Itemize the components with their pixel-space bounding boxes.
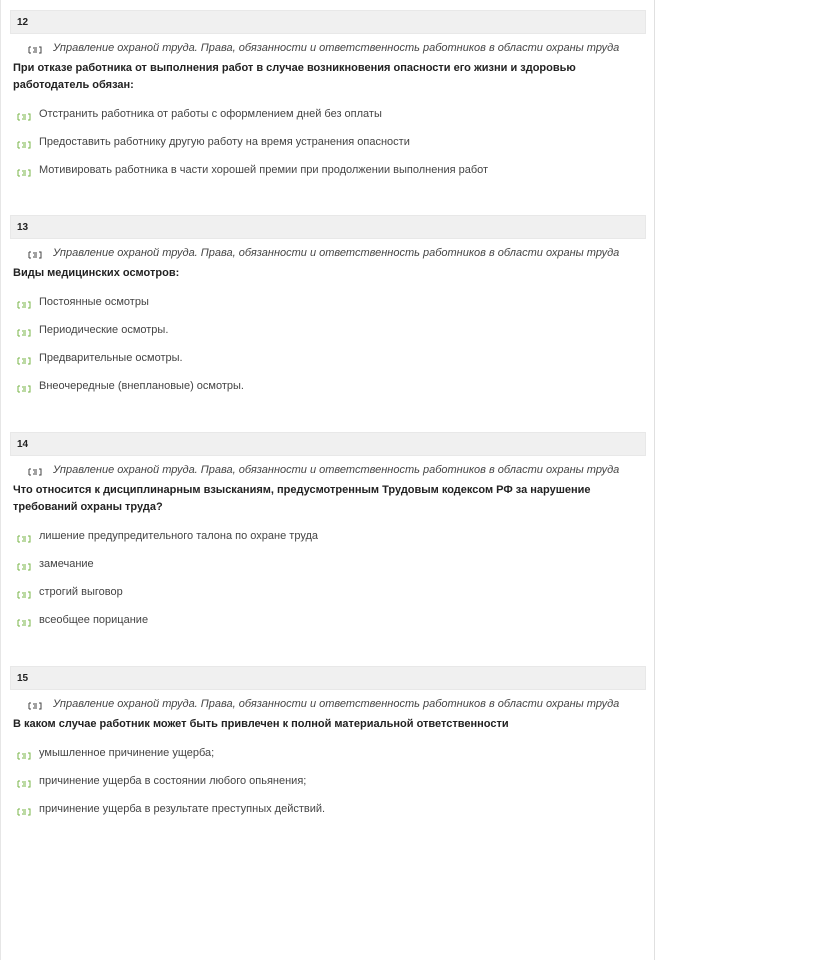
answer-list bbox=[10, 296, 646, 408]
question-topic bbox=[10, 245, 646, 265]
question-12 bbox=[10, 10, 646, 192]
answer-icon bbox=[17, 619, 31, 627]
answer-text: Предварительные осмотры. bbox=[39, 352, 183, 364]
answer-list bbox=[10, 747, 646, 831]
answer-text: причинение ущерба в состоянии любого опьянения; bbox=[39, 775, 307, 787]
answer-option[interactable] bbox=[10, 775, 646, 803]
answer-option[interactable] bbox=[10, 164, 646, 192]
question-13 bbox=[10, 215, 646, 408]
answer-option[interactable] bbox=[10, 747, 646, 775]
left-border bbox=[0, 0, 1, 960]
answer-icon bbox=[17, 385, 31, 393]
question-text: Что относится к дисциплинарным взысканиям, предусмотренным Трудовым кодексом РФ за нарушение требований охраны труда? bbox=[13, 484, 591, 513]
question-text: Виды медицинских осмотров: bbox=[13, 267, 180, 279]
answer-icon bbox=[17, 301, 31, 309]
answer-text: Предоставить работнику другую работу на время устранения опасности bbox=[39, 136, 410, 148]
question-header bbox=[10, 215, 646, 239]
topic-icon bbox=[28, 468, 42, 476]
topic-icon bbox=[28, 46, 42, 54]
question-header bbox=[10, 10, 646, 34]
answer-text: Постоянные осмотры bbox=[39, 296, 149, 308]
question-number: 14 bbox=[17, 439, 29, 450]
answer-text: замечание bbox=[39, 558, 94, 570]
question-topic bbox=[10, 462, 646, 482]
question-number: 13 bbox=[17, 222, 29, 233]
topic-icon bbox=[28, 702, 42, 710]
answer-option[interactable] bbox=[10, 324, 646, 352]
answer-icon bbox=[17, 169, 31, 177]
answer-option[interactable] bbox=[10, 614, 646, 642]
answer-text: строгий выговор bbox=[39, 586, 123, 598]
answer-icon bbox=[17, 329, 31, 337]
answer-option[interactable] bbox=[10, 586, 646, 614]
topic-text: Управление охраной труда. Права, обязанности и ответственность работников в области охраны труда bbox=[53, 464, 620, 476]
question-number: 15 bbox=[17, 673, 29, 684]
topic-icon bbox=[28, 251, 42, 259]
answer-icon bbox=[17, 563, 31, 571]
answer-text: Мотивировать работника в части хорошей премии при продолжении выполнения работ bbox=[39, 164, 489, 176]
answer-text: причинение ущерба в результате преступных действий. bbox=[39, 803, 326, 815]
answer-icon bbox=[17, 113, 31, 121]
answer-list bbox=[10, 530, 646, 642]
right-border bbox=[654, 0, 655, 960]
answer-option[interactable] bbox=[10, 803, 646, 831]
answer-option[interactable] bbox=[10, 108, 646, 136]
answer-text: лишение предупредительного талона по охране труда bbox=[39, 530, 318, 542]
answer-icon bbox=[17, 808, 31, 816]
question-topic bbox=[10, 696, 646, 716]
answer-text: Периодические осмотры. bbox=[39, 324, 169, 336]
answer-option[interactable] bbox=[10, 296, 646, 324]
answer-icon bbox=[17, 141, 31, 149]
question-number: 12 bbox=[17, 17, 29, 28]
answer-option[interactable] bbox=[10, 136, 646, 164]
question-14 bbox=[10, 432, 646, 642]
answer-icon bbox=[17, 591, 31, 599]
answer-option[interactable] bbox=[10, 530, 646, 558]
answer-icon bbox=[17, 357, 31, 365]
answer-text: Внеочередные (внеплановые) осмотры. bbox=[39, 380, 244, 392]
answer-option[interactable] bbox=[10, 380, 646, 408]
question-text: При отказе работника от выполнения работ в случае возникновения опасности его жизни и здоровью работодатель обязан: bbox=[13, 62, 576, 91]
answer-icon bbox=[17, 535, 31, 543]
topic-text: Управление охраной труда. Права, обязанности и ответственность работников в области охраны труда bbox=[53, 698, 620, 710]
answer-list bbox=[10, 108, 646, 192]
question-header bbox=[10, 432, 646, 456]
question-text: В каком случае работник может быть привлечен к полной материальной ответственности bbox=[13, 718, 509, 730]
question-topic bbox=[10, 40, 646, 60]
question-15 bbox=[10, 666, 646, 831]
answer-text: умышленное причинение ущерба; bbox=[39, 747, 215, 759]
answer-text: всеобщее порицание bbox=[39, 614, 149, 626]
answer-option[interactable] bbox=[10, 558, 646, 586]
answer-icon bbox=[17, 780, 31, 788]
topic-text: Управление охраной труда. Права, обязанности и ответственность работников в области охраны труда bbox=[53, 42, 620, 54]
answer-option[interactable] bbox=[10, 352, 646, 380]
answer-text: Отстранить работника от работы с оформлением дней без оплаты bbox=[39, 108, 382, 120]
answer-icon bbox=[17, 752, 31, 760]
question-header bbox=[10, 666, 646, 690]
topic-text: Управление охраной труда. Права, обязанности и ответственность работников в области охраны труда bbox=[53, 247, 620, 259]
